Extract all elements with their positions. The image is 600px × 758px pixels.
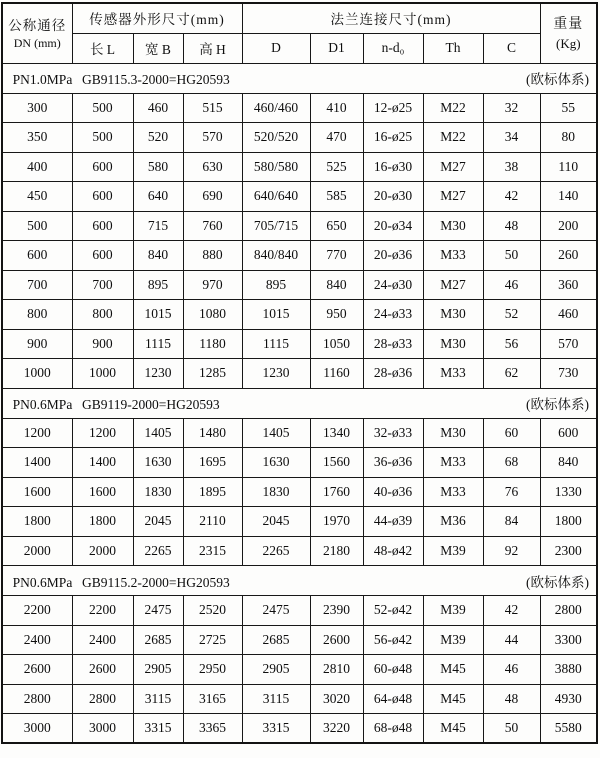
table-row: [2, 625, 597, 655]
table-cell: 56-ø42: [363, 625, 423, 655]
table-cell: 1015: [242, 300, 310, 330]
table-cell: 580: [133, 152, 183, 182]
header-weight-cell: [540, 3, 597, 63]
table-cell: 200: [540, 211, 597, 241]
table-cell: 68-ø48: [363, 714, 423, 744]
table-cell: 3315: [242, 714, 310, 744]
header-dn-cell: [2, 3, 72, 63]
table-cell: 2905: [242, 655, 310, 685]
table-cell: M36: [423, 507, 483, 537]
table-cell: 2725: [183, 625, 242, 655]
table-cell: 44: [483, 625, 540, 655]
table-cell: 715: [133, 211, 183, 241]
table-cell: 515: [183, 93, 242, 123]
table-cell: 2390: [310, 596, 363, 626]
section-cell: [2, 63, 597, 93]
section-note: (欧标体系): [526, 72, 590, 87]
table-cell: 60-ø48: [363, 655, 423, 685]
table-cell: 1800: [540, 507, 597, 537]
table-cell: 3000: [2, 714, 72, 744]
table-row: [2, 418, 597, 448]
table-cell: 52: [483, 300, 540, 330]
table-cell: 42: [483, 596, 540, 626]
table-cell: 640: [133, 182, 183, 212]
table-cell: 800: [2, 300, 72, 330]
header-weight-line2: (Kg): [556, 35, 581, 51]
section-standard: GB9119-2000=HG20593: [82, 397, 220, 412]
table-cell: M45: [423, 684, 483, 714]
table-cell: 840/840: [242, 241, 310, 271]
table-row: [2, 477, 597, 507]
table-cell: 3880: [540, 655, 597, 685]
table-cell: 770: [310, 241, 363, 271]
table-cell: M45: [423, 714, 483, 744]
table-cell: 360: [540, 270, 597, 300]
table-cell: 470: [310, 123, 363, 153]
table-cell: 800: [72, 300, 133, 330]
table-cell: M45: [423, 655, 483, 685]
table-cell: 16-ø30: [363, 152, 423, 182]
table-cell: 1340: [310, 418, 363, 448]
table-cell: 1400: [72, 448, 133, 478]
subheader-d: D: [242, 33, 310, 63]
table-cell: 1560: [310, 448, 363, 478]
table-cell: 460/460: [242, 93, 310, 123]
section-pressure-rating: PN0.6MPa: [12, 397, 73, 412]
table-cell: 2905: [133, 655, 183, 685]
table-cell: 44-ø39: [363, 507, 423, 537]
table-cell: 970: [183, 270, 242, 300]
table-cell: 895: [242, 270, 310, 300]
spec-table: [1, 2, 598, 744]
table-cell: 32-ø33: [363, 418, 423, 448]
table-cell: M27: [423, 152, 483, 182]
table-cell: 3020: [310, 684, 363, 714]
subheader-n-d0: n-d₀: [363, 33, 423, 63]
table-cell: 32: [483, 93, 540, 123]
table-cell: 630: [183, 152, 242, 182]
table-cell: 410: [310, 93, 363, 123]
table-row: [2, 596, 597, 626]
table-cell: M22: [423, 123, 483, 153]
header-weight-line1: 重量: [553, 17, 584, 33]
subheader-width: 宽 B: [133, 33, 183, 63]
table-cell: 400: [2, 152, 72, 182]
table-cell: 50: [483, 241, 540, 271]
table-cell: M39: [423, 596, 483, 626]
table-cell: 2475: [242, 596, 310, 626]
table-cell: 2000: [72, 536, 133, 566]
table-cell: 1895: [183, 477, 242, 507]
table-cell: 40-ø36: [363, 477, 423, 507]
table-cell: 600: [72, 182, 133, 212]
table-cell: 650: [310, 211, 363, 241]
table-cell: M30: [423, 329, 483, 359]
table-row: [2, 270, 597, 300]
table-cell: 16-ø25: [363, 123, 423, 153]
table-cell: 3315: [133, 714, 183, 744]
subheader-c: C: [483, 33, 540, 63]
table-cell: 1115: [133, 329, 183, 359]
table-cell: 1000: [2, 359, 72, 389]
table-cell: 2400: [2, 625, 72, 655]
table-cell: 2600: [72, 655, 133, 685]
section-note: (欧标体系): [526, 574, 590, 590]
section-note: (欧标体系): [526, 397, 590, 412]
table-cell: 1405: [133, 418, 183, 448]
table-cell: 2000: [2, 536, 72, 566]
table-cell: 900: [2, 329, 72, 359]
table-cell: 580/580: [242, 152, 310, 182]
table-cell: 55: [540, 93, 597, 123]
table-cell: 2810: [310, 655, 363, 685]
table-cell: 28-ø33: [363, 329, 423, 359]
table-cell: 1200: [72, 418, 133, 448]
table-row: [2, 241, 597, 271]
table-row: [2, 123, 597, 153]
section-cell: [2, 566, 597, 596]
table-cell: 20-ø30: [363, 182, 423, 212]
table-row: [2, 182, 597, 212]
table-cell: M30: [423, 211, 483, 241]
table-cell: M33: [423, 241, 483, 271]
table-row: [2, 152, 597, 182]
table-cell: 2685: [242, 625, 310, 655]
table-cell: M39: [423, 625, 483, 655]
table-cell: 46: [483, 655, 540, 685]
table-cell: 880: [183, 241, 242, 271]
table-cell: 24-ø33: [363, 300, 423, 330]
table-cell: 48: [483, 684, 540, 714]
table-cell: 2045: [133, 507, 183, 537]
table-cell: 460: [133, 93, 183, 123]
table-cell: 68: [483, 448, 540, 478]
table-cell: 1200: [2, 418, 72, 448]
table-cell: 3000: [72, 714, 133, 744]
table-cell: 38: [483, 152, 540, 182]
table-cell: 1000: [72, 359, 133, 389]
table-cell: 80: [540, 123, 597, 153]
table-cell: 1600: [72, 477, 133, 507]
table-cell: 1630: [242, 448, 310, 478]
table-cell: 1050: [310, 329, 363, 359]
table-cell: 1830: [242, 477, 310, 507]
table-cell: 2800: [72, 684, 133, 714]
table-row: [2, 684, 597, 714]
table-cell: 5580: [540, 714, 597, 744]
section-row: [2, 388, 597, 418]
table-cell: 570: [540, 329, 597, 359]
table-cell: 2315: [183, 536, 242, 566]
table-cell: 700: [72, 270, 133, 300]
table-cell: 350: [2, 123, 72, 153]
table-cell: 84: [483, 507, 540, 537]
table-row: [2, 448, 597, 478]
table-cell: 64-ø48: [363, 684, 423, 714]
table-cell: 1080: [183, 300, 242, 330]
subheader-th: Th: [423, 33, 483, 63]
table-cell: 840: [133, 241, 183, 271]
table-cell: 1115: [242, 329, 310, 359]
table-cell: 28-ø36: [363, 359, 423, 389]
table-cell: 600: [2, 241, 72, 271]
table-cell: 500: [72, 123, 133, 153]
table-cell: 760: [183, 211, 242, 241]
table-cell: 2265: [133, 536, 183, 566]
table-cell: 92: [483, 536, 540, 566]
table-cell: 48: [483, 211, 540, 241]
table-cell: 3115: [242, 684, 310, 714]
table-cell: 895: [133, 270, 183, 300]
subheader-length: 长 L: [72, 33, 133, 63]
section-pressure-rating: PN1.0MPa: [12, 72, 73, 87]
table-cell: 34: [483, 123, 540, 153]
table-cell: 76: [483, 477, 540, 507]
table-cell: 60: [483, 418, 540, 448]
table-cell: 600: [72, 152, 133, 182]
table-cell: 2800: [540, 596, 597, 626]
header-dn-line1: 公称通径: [8, 18, 67, 34]
table-cell: 50: [483, 714, 540, 744]
section-pressure-rating: PN0.6MPa: [12, 574, 73, 590]
table-cell: 2110: [183, 507, 242, 537]
table-cell: 950: [310, 300, 363, 330]
table-cell: 1630: [133, 448, 183, 478]
table-cell: M33: [423, 359, 483, 389]
table-cell: 840: [310, 270, 363, 300]
table-row: [2, 359, 597, 389]
table-cell: 260: [540, 241, 597, 271]
table-cell: 2600: [310, 625, 363, 655]
table-cell: 500: [2, 211, 72, 241]
table-cell: 1230: [242, 359, 310, 389]
table-cell: 2950: [183, 655, 242, 685]
table-row: [2, 93, 597, 123]
table-cell: 3165: [183, 684, 242, 714]
table-cell: M39: [423, 536, 483, 566]
header-flange-group: 法兰连接尺寸(mm): [242, 3, 540, 33]
table-cell: 2265: [242, 536, 310, 566]
table-cell: 1830: [133, 477, 183, 507]
table-cell: 62: [483, 359, 540, 389]
table-cell: 1015: [133, 300, 183, 330]
table-row: [2, 714, 597, 744]
subheader-height: 高 H: [183, 33, 242, 63]
header-sensor-group: 传感器外形尺寸(mm): [72, 3, 242, 33]
table-cell: 600: [72, 241, 133, 271]
section-standard: GB9115.3-2000=HG20593: [82, 72, 230, 87]
table-cell: 2800: [2, 684, 72, 714]
table-cell: 700: [2, 270, 72, 300]
table-cell: M30: [423, 300, 483, 330]
table-cell: 4930: [540, 684, 597, 714]
table-cell: M22: [423, 93, 483, 123]
table-cell: 2045: [242, 507, 310, 537]
table-cell: 12-ø25: [363, 93, 423, 123]
table-cell: 900: [72, 329, 133, 359]
table-cell: 2400: [72, 625, 133, 655]
table-cell: M30: [423, 418, 483, 448]
table-row: [2, 507, 597, 537]
table-cell: 1285: [183, 359, 242, 389]
table-cell: 52-ø42: [363, 596, 423, 626]
section-cell: [2, 388, 597, 418]
table-cell: 2200: [72, 596, 133, 626]
table-cell: 2300: [540, 536, 597, 566]
section-row: [2, 566, 597, 596]
table-cell: 570: [183, 123, 242, 153]
table-row: [2, 300, 597, 330]
table-row: [2, 536, 597, 566]
table-cell: 1405: [242, 418, 310, 448]
table-row: [2, 655, 597, 685]
table-cell: 1970: [310, 507, 363, 537]
table-cell: 705/715: [242, 211, 310, 241]
table-cell: 520/520: [242, 123, 310, 153]
table-cell: 300: [2, 93, 72, 123]
table-cell: 1480: [183, 418, 242, 448]
table-cell: 3220: [310, 714, 363, 744]
table-cell: M27: [423, 270, 483, 300]
table-cell: 2520: [183, 596, 242, 626]
table-cell: 640/640: [242, 182, 310, 212]
table-cell: 1760: [310, 477, 363, 507]
table-cell: 1695: [183, 448, 242, 478]
section-standard: GB9115.2-2000=HG20593: [82, 574, 230, 590]
table-cell: 140: [540, 182, 597, 212]
table-cell: 1160: [310, 359, 363, 389]
table-cell: 48-ø42: [363, 536, 423, 566]
table-cell: 600: [72, 211, 133, 241]
table-cell: 110: [540, 152, 597, 182]
table-cell: 20-ø34: [363, 211, 423, 241]
table-cell: 1400: [2, 448, 72, 478]
table-cell: 1600: [2, 477, 72, 507]
header-dn-line2: DN (mm): [13, 35, 61, 50]
table-cell: 460: [540, 300, 597, 330]
table-cell: 585: [310, 182, 363, 212]
table-cell: 46: [483, 270, 540, 300]
table-cell: 2200: [2, 596, 72, 626]
table-cell: 20-ø36: [363, 241, 423, 271]
table-cell: 1800: [2, 507, 72, 537]
table-cell: 2600: [2, 655, 72, 685]
header-row-subcols: [2, 33, 597, 63]
table-cell: 600: [540, 418, 597, 448]
table-row: [2, 329, 597, 359]
table-cell: 2180: [310, 536, 363, 566]
table-cell: 42: [483, 182, 540, 212]
table-cell: M27: [423, 182, 483, 212]
table-cell: M33: [423, 448, 483, 478]
table-cell: 1330: [540, 477, 597, 507]
subheader-d1: D1: [310, 33, 363, 63]
table-cell: 36-ø36: [363, 448, 423, 478]
table-cell: 2685: [133, 625, 183, 655]
section-row: [2, 63, 597, 93]
header-row-groups: [2, 3, 597, 33]
table-row: [2, 211, 597, 241]
table-cell: 525: [310, 152, 363, 182]
table-cell: 690: [183, 182, 242, 212]
table-cell: 1800: [72, 507, 133, 537]
table-cell: 450: [2, 182, 72, 212]
table-cell: 520: [133, 123, 183, 153]
table-cell: M33: [423, 477, 483, 507]
table-cell: 3365: [183, 714, 242, 744]
table-cell: 1230: [133, 359, 183, 389]
table-cell: 3115: [133, 684, 183, 714]
table-cell: 500: [72, 93, 133, 123]
table-cell: 2475: [133, 596, 183, 626]
table-cell: 730: [540, 359, 597, 389]
table-cell: 1180: [183, 329, 242, 359]
table-cell: 3300: [540, 625, 597, 655]
table-cell: 24-ø30: [363, 270, 423, 300]
table-cell: 56: [483, 329, 540, 359]
table-cell: 840: [540, 448, 597, 478]
